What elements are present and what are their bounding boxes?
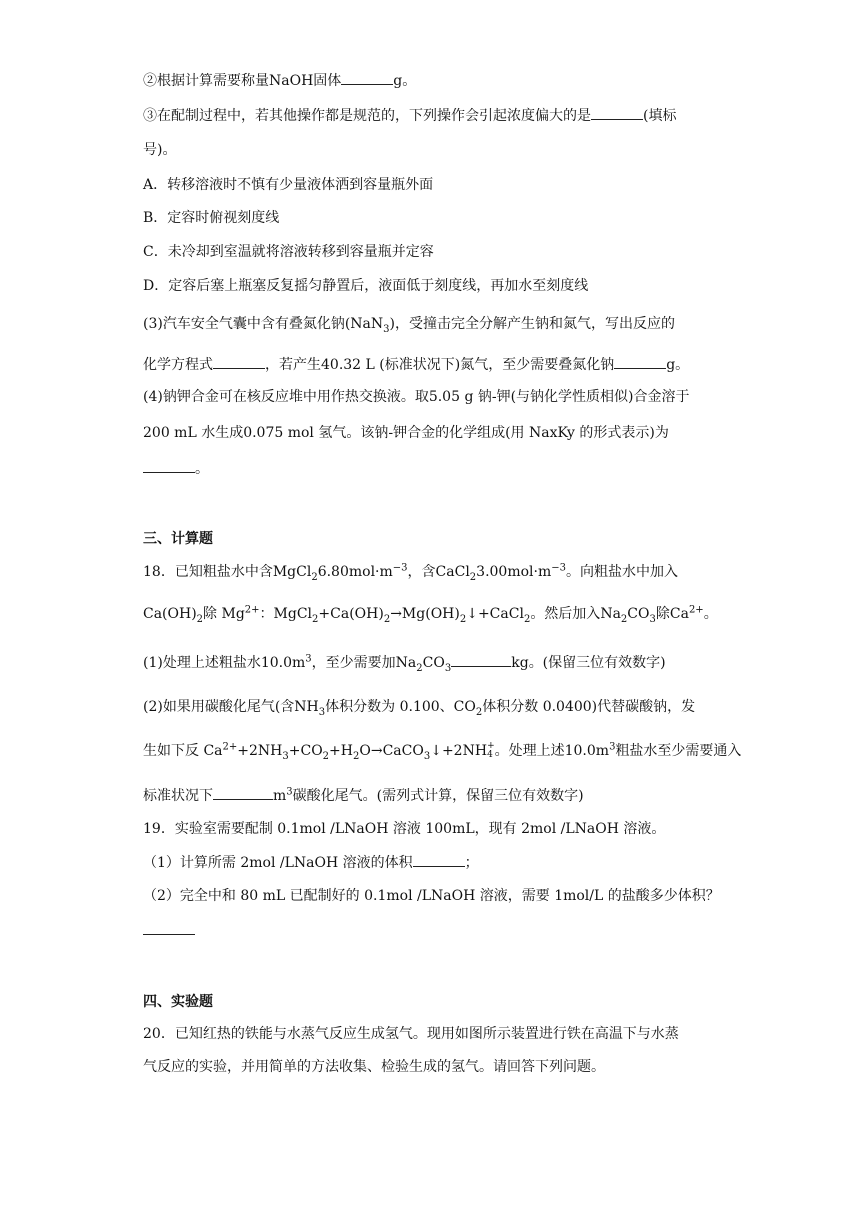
q18-line-1: 18．已知粗盐水中含$MgCl_26.80mol\cdot m^{-3}$，含$CaCl_23.00mol\cdot m^{-3}$。向粗盐水中加入 xyxy=(143,562,679,583)
section-3-heading: 三、计算题 xyxy=(143,531,213,547)
q18-line-2: $Ca(OH)_2$除 $Mg^{2+}$：$MgCl_2+Ca(OH)_2\to Mg(OH)_2↓+CaCl_2$。然后加入$Na_2CO_3$除$Ca^{2+}$。 xyxy=(143,604,718,625)
option-a: A．转移溶液时不慎有少量液体洒到容量瓶外面 xyxy=(143,177,434,193)
q18-part-1: (1)处理上述粗盐水$10.0m^3$，至少需要加$Na_2CO_3$ kg。(保留三位有效数字) xyxy=(143,653,666,674)
answer-blank[interactable] xyxy=(591,105,643,120)
section-4-heading: 四、实验题 xyxy=(143,994,213,1010)
q19-line-1: 19．实验室需要配制 0.1mol /LNaOH 溶液 100mL，现有 2mol /LNaOH 溶液。 xyxy=(143,821,666,837)
part-3-line-2: 化学方程式 ，若产生40.32 L (标准状况下)氮气，至少需要叠氮化钠 g。 xyxy=(143,354,723,375)
answer-blank[interactable] xyxy=(341,70,393,85)
q18-part-2-line-2: 生如下反 $Ca^{2+}+2NH_3+CO_2+H_2O\to CaCO_3↓+2NH$ + 4 。处理上述$10.0m^3$粗盐水至少需要通入 xyxy=(143,741,742,762)
answer-blank[interactable] xyxy=(213,785,273,800)
q19-part-2: （2）完全中和 80 mL 已配制好的 0.1mol /LNaOH 溶液，需要 1mol/L 的盐酸多少体积？ xyxy=(143,888,720,904)
q20-line-2: 气反应的实验，并用简单的方法收集、检验生成的氢气。请回答下列问题。 xyxy=(143,1059,605,1075)
part-4-line-2: 200 mL 水生成0.075 mol 氢气。该钠-钾合金的化学组成(用 NaxKy 的形式表示)为 xyxy=(143,425,669,441)
item-2-line: ②根据计算需要称量NaOH固体 g。 xyxy=(143,70,723,91)
option-c: C．未冷却到室温就将溶液转移到容量瓶并定容 xyxy=(143,244,434,260)
answer-blank[interactable] xyxy=(143,458,195,473)
item-3-line-2: 号)。 xyxy=(143,142,177,158)
q19-answer-line xyxy=(143,920,723,941)
q19-part-1: （1）计算所需 2mol /LNaOH 溶液的体积 ； xyxy=(143,852,723,873)
option-d: D．定容后塞上瓶塞反复摇匀静置后，液面低于刻度线，再加水至刻度线 xyxy=(143,278,589,294)
answer-blank[interactable] xyxy=(614,354,666,369)
answer-blank[interactable] xyxy=(413,852,465,867)
answer-blank[interactable] xyxy=(451,652,511,667)
answer-blank[interactable] xyxy=(213,354,265,369)
item-3-line-1: ③在配制过程中，若其他操作都是规范的，下列操作会引起浓度偏大的是 (填标 xyxy=(143,105,723,126)
part-4-line-3: 。 xyxy=(143,458,723,479)
q20-line-1: 20．已知红热的铁能与水蒸气反应生成氢气。现用如图所示装置进行铁在高温下与水蒸 xyxy=(143,1026,679,1042)
part-4-line-1: (4)钠钾合金可在核反应堆中用作热交换液。取5.05 g 钠-钾(与钠化学性质相似)合金溶于 xyxy=(143,389,690,405)
option-b: B．定容时俯视刻度线 xyxy=(143,210,280,226)
q18-part-2-line-3: 标准状况下 $m^3$碳酸化尾气。(需列式计算，保留三位有效数字) xyxy=(143,786,584,804)
answer-blank[interactable] xyxy=(143,920,195,935)
q18-part-2-line-1: (2)如果用碳酸化尾气(含$NH_3$体积分数为 0.100、$CO_2$体积分数 0.0400)代替碳酸钠，发 xyxy=(143,699,696,718)
part-3-line-1: (3)汽车安全气囊中含有叠氮化钠(NaN$_3$)，受撞击完全分解产生钠和氮气，写出反应的 xyxy=(143,316,675,335)
